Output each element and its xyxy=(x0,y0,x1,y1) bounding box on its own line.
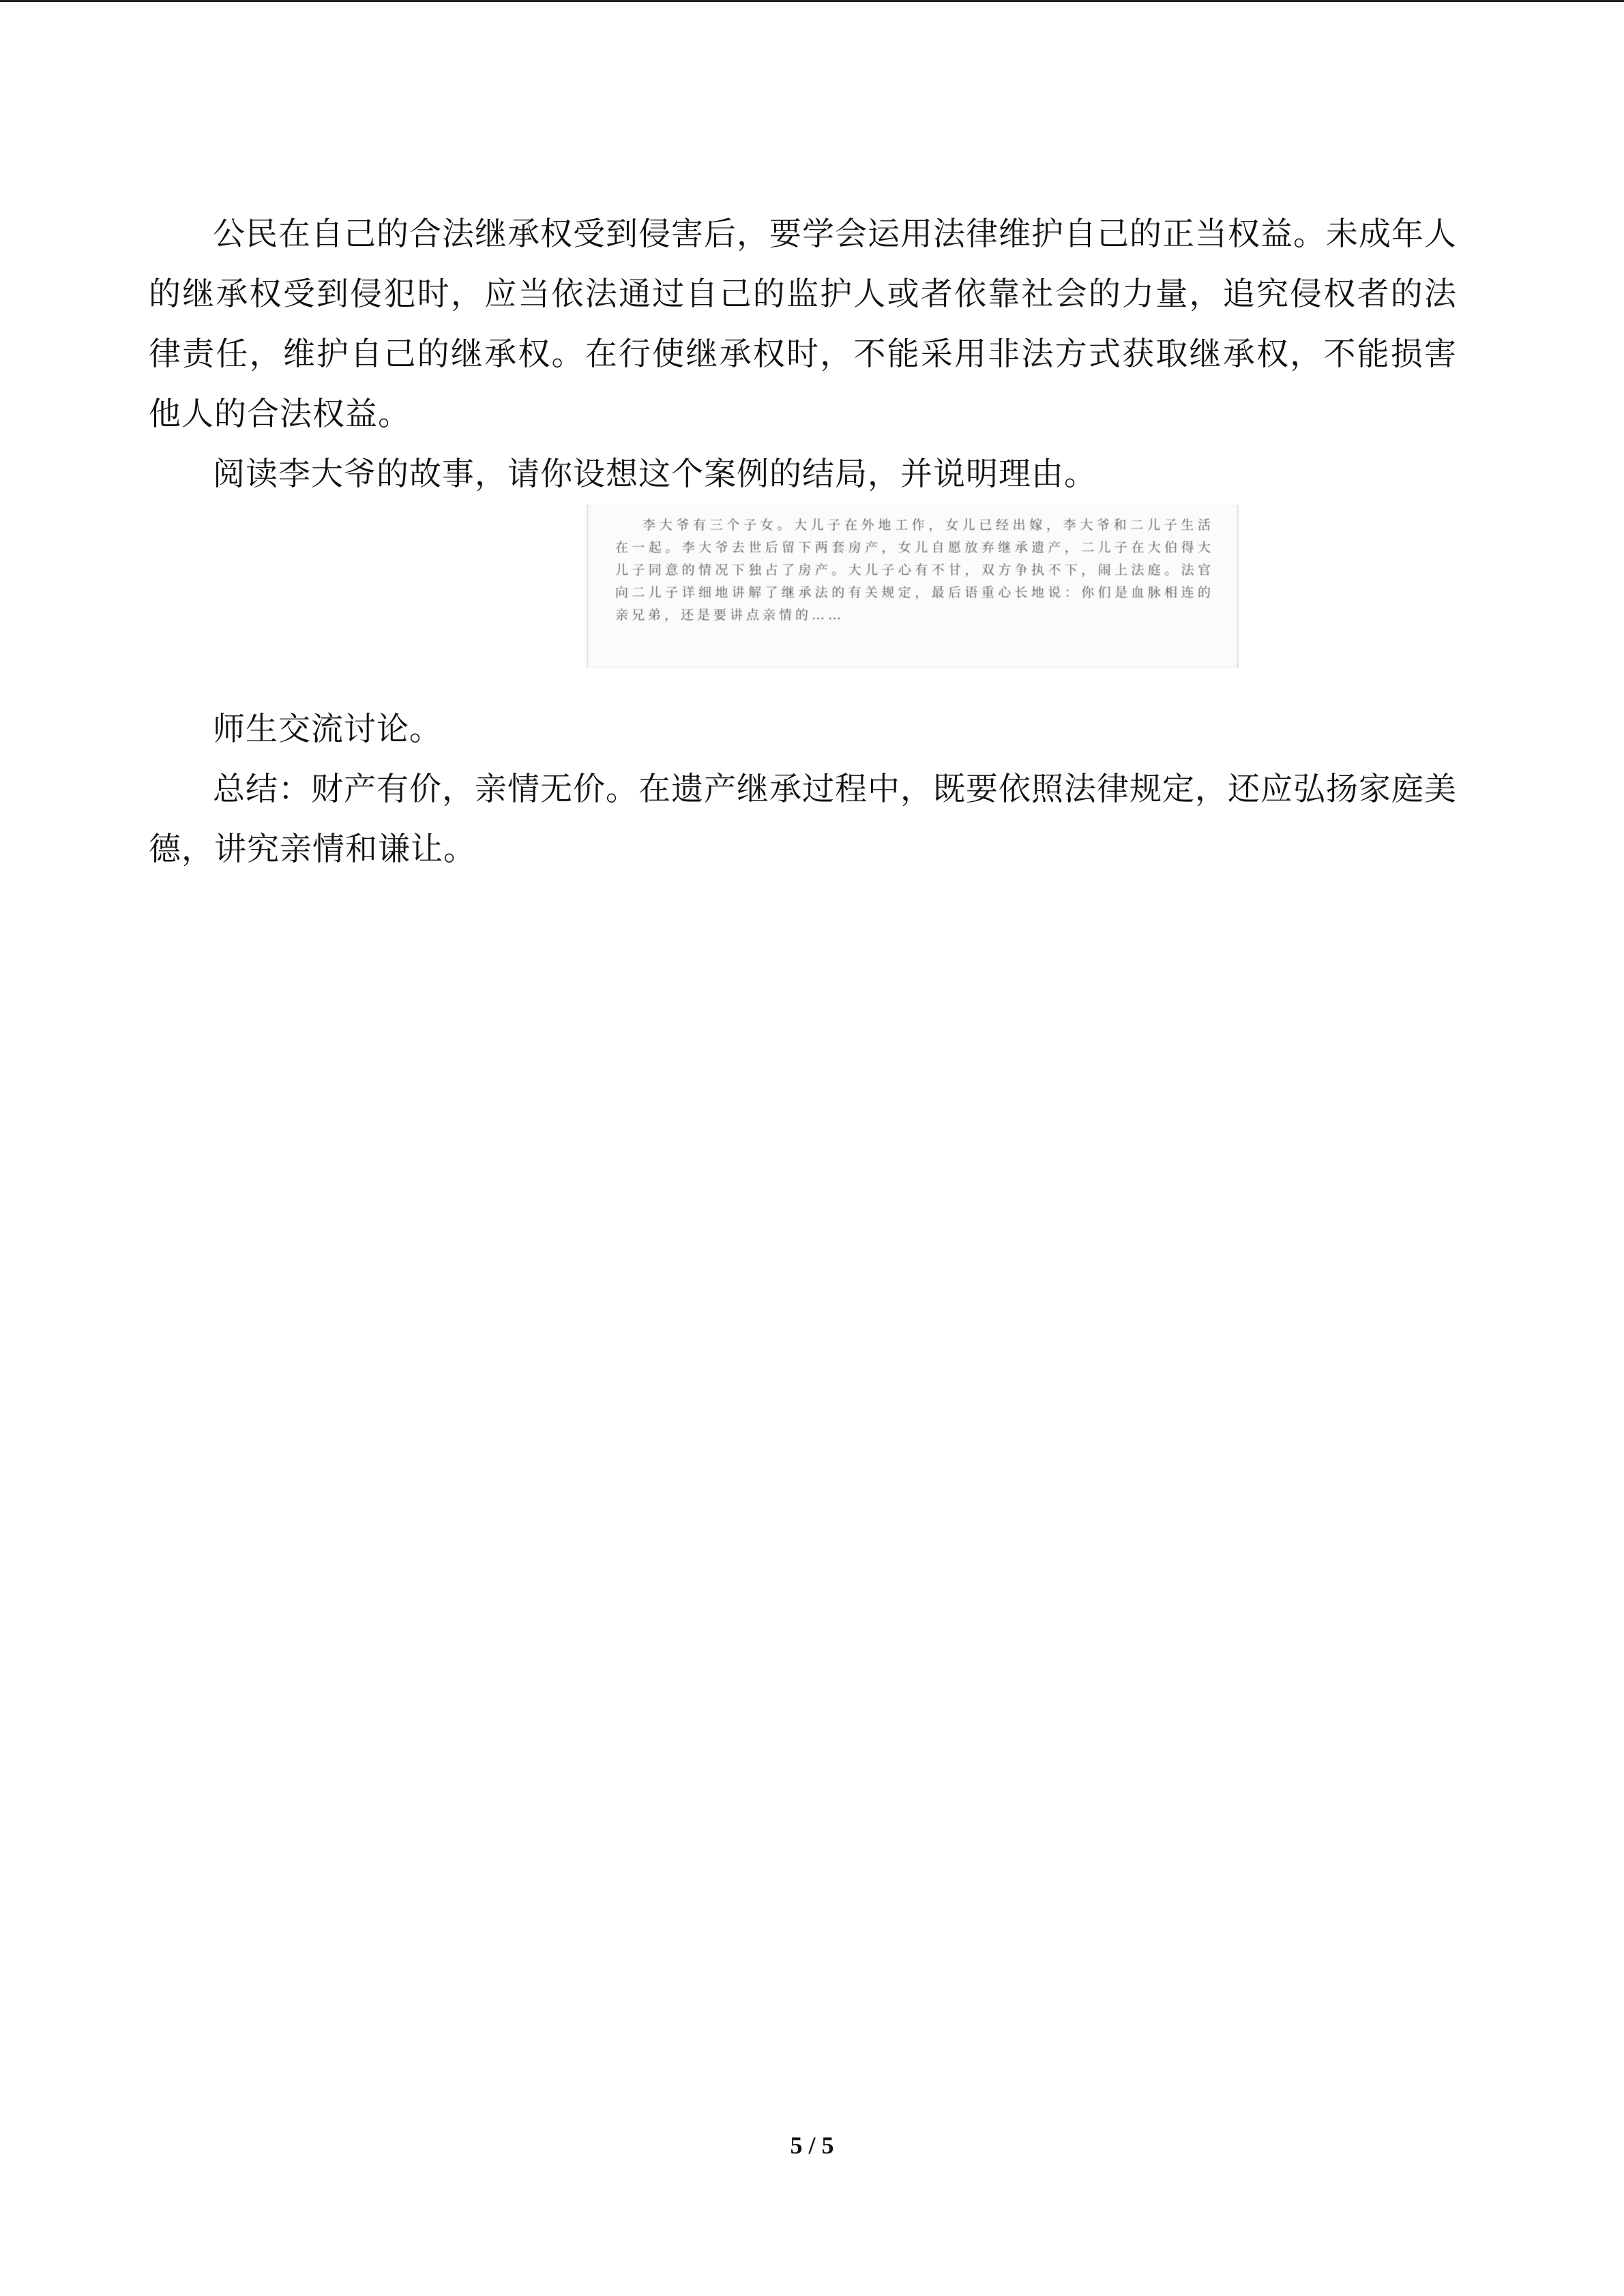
paragraph-inheritance-rights: 公民在自己的合法继承权受到侵害后，要学会运用法律维护自己的正当权益。未成年人的继承权受到侵犯时，应当依法通过自己的监护人或者依靠社会的力量，追究侵权者的法律责任，维护自己的继承权。在行使继承权时，不能采用非法方式获取继承权，不能损害他人的合法权益。 xyxy=(149,215,1457,433)
paragraph-discussion: 师生交流讨论。 xyxy=(213,711,442,748)
document-body xyxy=(149,205,1457,880)
scanned-story-text: 李大爷有三个子女。大儿子在外地工作，女儿已经出嫁，李大爷和二儿子生活在一起。李大爷去世后留下两套房产，女儿自愿放弃继承遗产，二儿子在大伯得大儿子同意的情况下独占了房产。大儿子心有不甘，双方争执不下，闹上法庭。法官向二儿子详细地讲解了继承法的有关规定，最后语重心长地说：你们是血脉相连的亲兄弟，还是要讲点亲情的…… xyxy=(615,518,1214,623)
case-story-figure xyxy=(149,505,1457,675)
page-top-border xyxy=(0,0,1624,2)
page-number: 5 / 5 xyxy=(790,2132,834,2159)
paragraph-summary: 总结：财产有价，亲情无价。在遗产继承过程中，既要依照法律规定，还应弘扬家庭美德，讲究亲情和谦让。 xyxy=(149,771,1457,868)
scanned-story-image xyxy=(587,505,1239,668)
paragraph-reading-prompt: 阅读李大爷的故事，请你设想这个案例的结局，并说明理由。 xyxy=(213,456,1097,493)
